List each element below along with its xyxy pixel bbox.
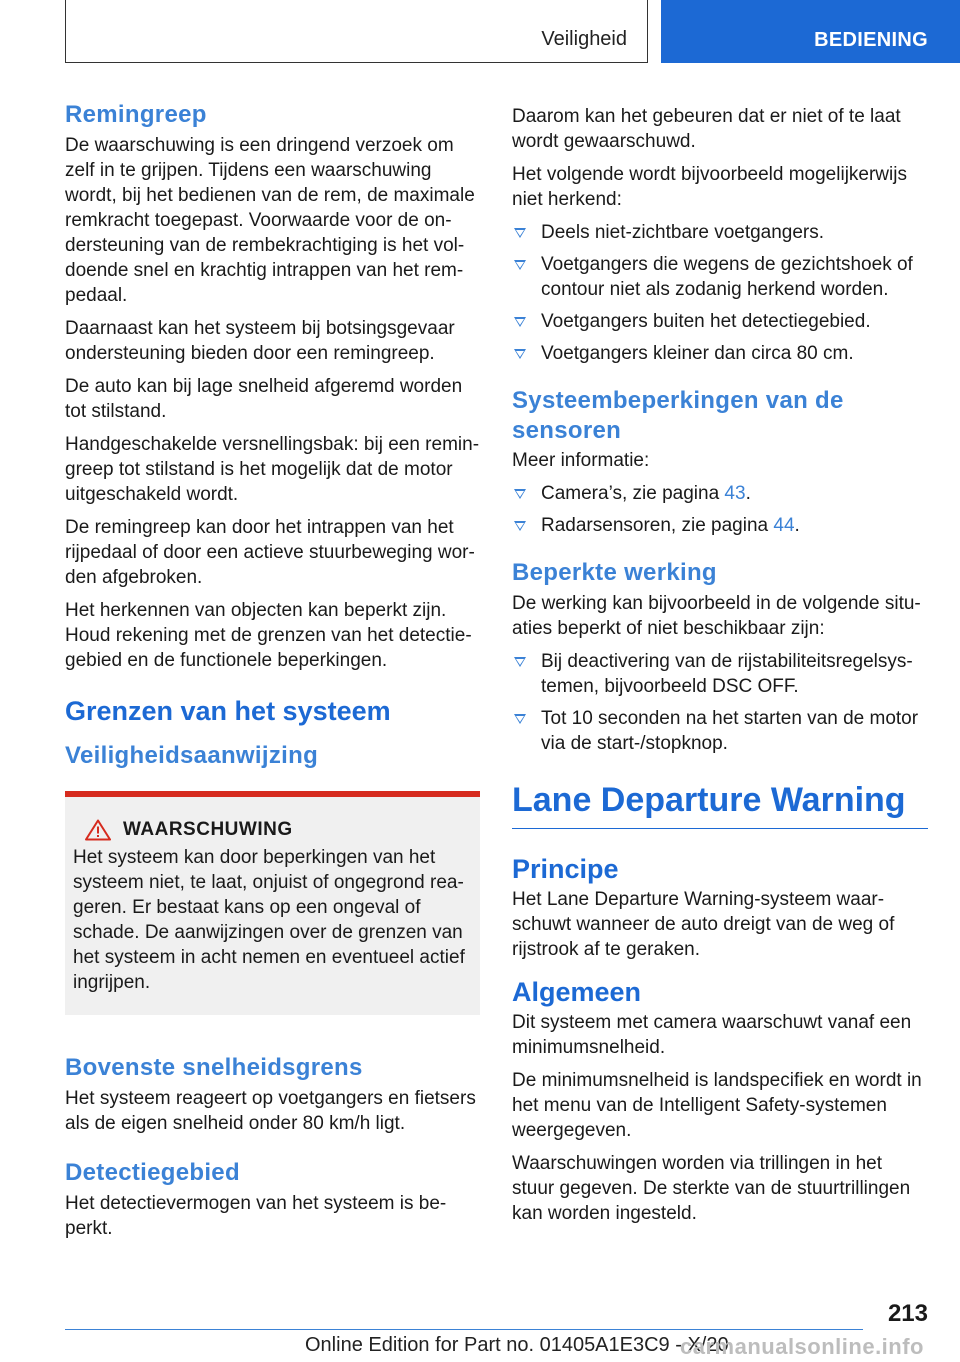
heading-lane-departure-warning: Lane Departure Warning — [512, 780, 928, 829]
list-item: Voetgangers kleiner dan circa 80 cm. — [512, 341, 928, 366]
bullet-triangle-icon — [514, 714, 526, 724]
header-chapter-label: BEDIENING — [814, 29, 928, 51]
paragraph: De werking kan bijvoorbeeld in de volgende situaties beperkt of niet beschikbaar zijn: — [512, 593, 921, 639]
paragraph: Het Lane Departure Warning-systeem waarschuwt wanneer de auto dreigt van de weg of rijstrook af te geraken. — [512, 889, 895, 960]
paragraph: Het systeem reageert op voetgangers en fietsers als de eigen snelheid onder 80 km/h ligt. — [65, 1088, 476, 1134]
list-more-info — [512, 481, 928, 538]
paragraph: Waarschuwingen worden via trillingen in het stuur gegeven. De sterkte van de stuurtrillingen kan worden ingesteld. — [512, 1153, 911, 1224]
right-column — [512, 104, 928, 1234]
paragraph: Daarnaast kan het systeem bij botsingsgevaar ondersteuning bieden door een remingreep. — [65, 318, 455, 364]
header-section-title: Veiligheid — [541, 28, 627, 50]
bullet-triangle-icon — [514, 521, 526, 531]
bullet-triangle-icon — [514, 657, 526, 667]
list-item: Camera’s, zie pagina 43. — [512, 481, 928, 506]
bullet-triangle-icon — [514, 317, 526, 327]
list-item: Tot 10 seconden na het starten van de motor via de start-/stopknop. — [512, 706, 928, 756]
paragraph: De minimumsnelheid is landspecifiek en wordt in het menu van de Intelligent Safety-systemen weergegeven. — [512, 1070, 922, 1141]
watermark: carmanualsonline.info — [680, 1334, 924, 1359]
bullet-triangle-icon — [514, 349, 526, 359]
paragraph: Het detectievermogen van het systeem is beperkt. — [65, 1193, 447, 1239]
heading-grenzen: Grenzen van het systeem — [65, 696, 391, 726]
list-item: Voetgangers buiten het detectiegebied. — [512, 309, 928, 334]
bullet-triangle-icon — [514, 260, 526, 270]
header-section-box — [65, 0, 648, 63]
footer-edition: Online Edition for Part no. 01405A1E3C9 - X/20 — [305, 1334, 729, 1356]
heading-systeembeperkingen: Systeembeperkingen van de sensoren — [512, 387, 844, 444]
paragraph: Handgeschakelde versnellingsbak: bij een remingreep tot stilstand is het mogelijk dat de motor uitgeschakeld wordt. — [65, 434, 480, 505]
paragraph: Het volgende wordt bijvoorbeeld mogelijkerwijs niet herkend: — [512, 164, 907, 210]
warning-text: Het systeem kan door beperkingen van het systeem niet, te laat, onjuist of ongegrond reageren. Er bestaat kans op een ongeval of schade. De aanwijzingen over de grenzen van het systeem in acht nemen en eventueel actief ingrijpen. — [73, 847, 465, 993]
page-number: 213 — [887, 1300, 928, 1327]
paragraph: De auto kan bij lage snelheid afgeremd worden tot stilstand. — [65, 376, 463, 422]
list-limited-function — [512, 649, 928, 756]
list-not-recognized — [512, 220, 928, 366]
paragraph: De remingreep kan door het intrappen van het rijpedaal of door een actieve stuurbeweging worden afgebroken. — [65, 517, 475, 588]
heading-veiligheidsaanwijzing: Veiligheidsaanwijzing — [65, 742, 319, 769]
bullet-triangle-icon — [514, 489, 526, 499]
heading-remingreep: Remingreep — [65, 101, 207, 128]
heading-principe: Principe — [512, 854, 619, 884]
heading-bovenste-snelheidsgrens: Bovenste snelheidsgrens — [65, 1054, 363, 1081]
paragraph: De waarschuwing is een dringend verzoek om zelf in te grijpen. Tijdens een waarschuwing wordt, bij het bedienen van de rem, de maximale remkracht toegepast. Voorwaarde voor de ondersteuning van de rembekrachtiging is het voldoende snel en krachtig intrappen van het rempedaal. — [65, 135, 475, 306]
paragraph: Meer informatie: — [512, 450, 650, 471]
paragraph: Dit systeem met camera waarschuwt vanaf een minimumsnelheid. — [512, 1012, 912, 1058]
list-item: Deels niet-zichtbare voetgangers. — [512, 220, 928, 245]
list-item: Bij deactivering van de rijstabiliteitsregelsystemen, bijvoorbeeld DSC OFF. — [512, 649, 928, 699]
warning-title: WAARSCHUWING — [123, 819, 293, 840]
list-item: Radarsensoren, zie pagina 44. — [512, 513, 928, 538]
bullet-triangle-icon — [514, 228, 526, 238]
heading-detectiegebied: Detectiegebied — [65, 1159, 240, 1186]
footer-divider — [65, 1329, 863, 1330]
page-link-44[interactable]: 44 — [773, 515, 795, 536]
heading-beperkte-werking: Beperkte werking — [512, 559, 717, 586]
paragraph: Het herkennen van objecten kan beperkt zijn. Houd rekening met de grenzen van het detectiegebied en de functionele beperkingen. — [65, 600, 472, 671]
warning-box — [65, 791, 480, 1015]
header-chapter-tab[interactable] — [661, 0, 960, 63]
page-link-43[interactable]: 43 — [724, 483, 746, 504]
left-column — [65, 100, 480, 1249]
heading-algemeen: Algemeen — [512, 977, 642, 1007]
list-item: Voetgangers die wegens de gezichtshoek of contour niet als zodanig herkend worden. — [512, 252, 928, 302]
warning-triangle-icon — [85, 819, 111, 841]
paragraph: Daarom kan het gebeuren dat er niet of te laat wordt gewaarschuwd. — [512, 106, 901, 152]
